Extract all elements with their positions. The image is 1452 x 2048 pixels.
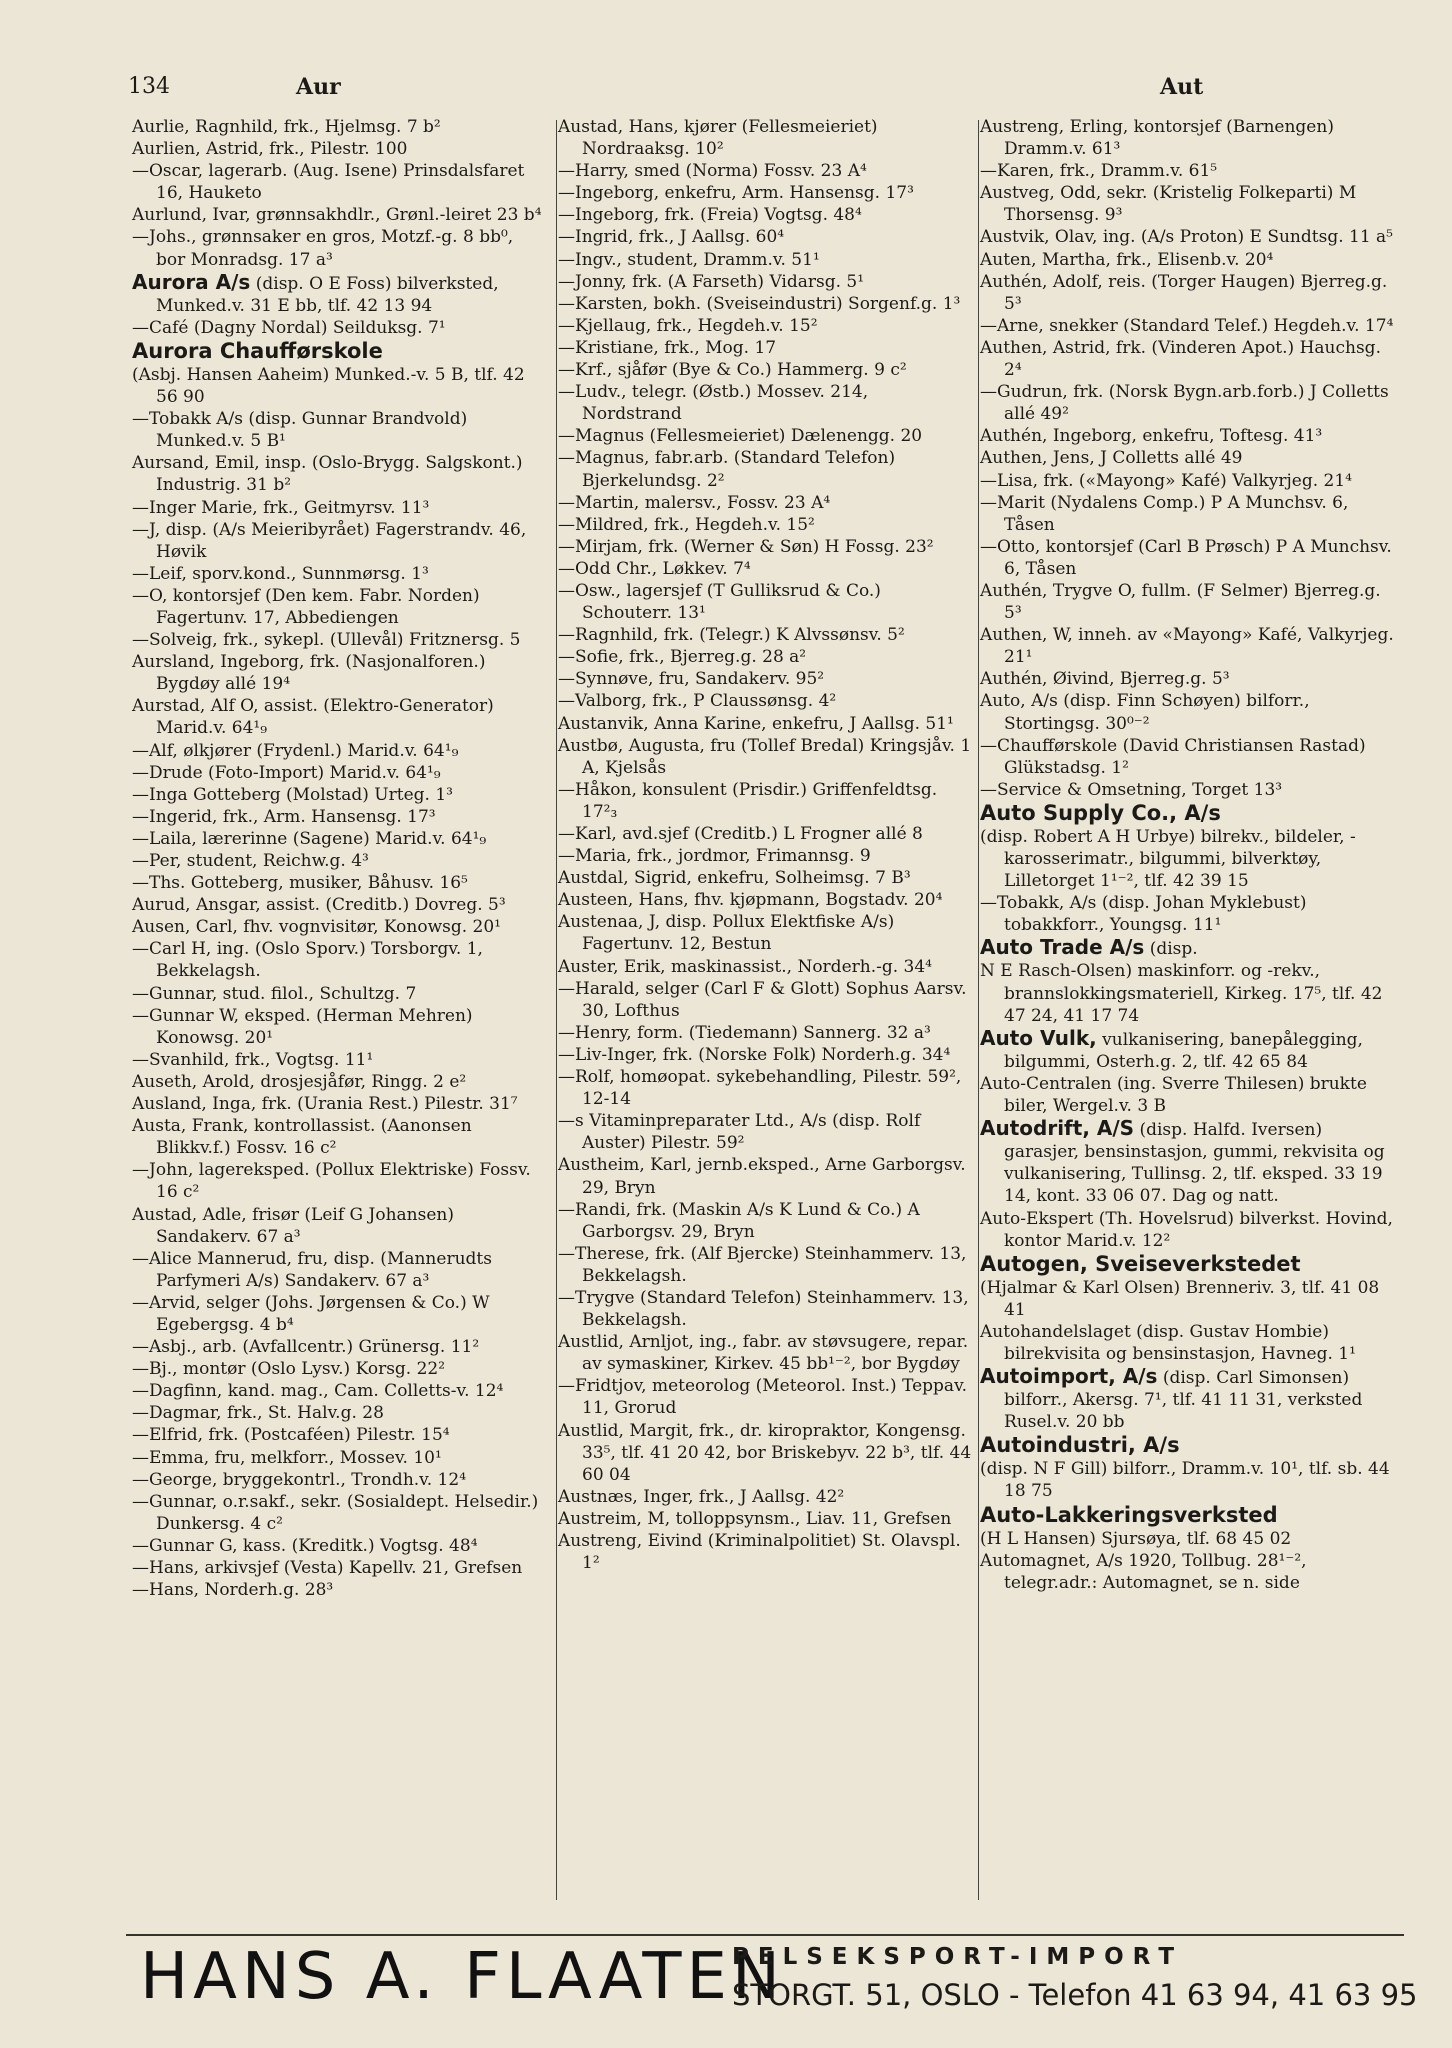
directory-entry: —Drude (Foto-Import) Marid.v. 64¹₉ [132,762,441,783]
directory-entry: (Hjalmar & Karl Olsen) Brenneriv. 3, tlf. 41 08 41 [980,1277,1380,1320]
directory-entry: Austlid, Margit, frk., dr. kiropraktor, Kongensg. 33⁵, tlf. 41 20 42, bor Briskebyv. 22 b³, tlf. 44 60 04 [558,1420,972,1485]
directory-entry: —Service & Omsetning, Torget 13³ [980,779,1283,800]
directory-entry: —Dagmar, frk., St. Halv.g. 28 [132,1403,384,1424]
directory-entry: —Kjellaug, frk., Hegdeh.v. 15² [558,315,818,336]
directory-entry: —John, lagereksped. (Pollux Elektriske) Fossv. 16 c² [132,1160,531,1203]
directory-entry: —Håkon, konsulent (Prisdir.) Griffenfeldtsg. 17²₃ [558,779,938,822]
directory-entry: —Chaufførskole (David Christiansen Rastad) Glükstadsg. 1² [980,735,1366,778]
entry-bold-name: Autodrift, A/S [980,1116,1135,1141]
directory-entry: Automagnet, A/s 1920, Tollbug. 28¹⁻², telegr.adr.: Automagnet, se n. side [980,1550,1307,1593]
directory-entry: Auto Trade A/s (disp. [980,935,1198,960]
directory-entry: —Gunnar G, kass. (Kreditk.) Vogtsg. 48⁴ [132,1535,478,1556]
header-left-word: Aur [296,74,341,100]
directory-entry: —Marit (Nydalens Comp.) P A Munchsv. 6, Tåsen [980,492,1349,535]
directory-entry: Aurlie, Ragnhild, frk., Hjelmsg. 7 b² [132,117,441,137]
directory-entry: Autoimport, A/s (disp. Carl Simonsen) bilforr., Akersg. 7¹, tlf. 41 11 31, verksted Rusel.v. 20 bb [980,1364,1363,1433]
directory-entry: —s Vitaminpreparater Ltd., A/s (disp. Rolf Auster) Pilestr. 59² [558,1111,921,1154]
directory-entry: —Synnøve, fru, Sandakerv. 95² [558,669,825,690]
directory-entry: Aurud, Ansgar, assist. (Creditb.) Dovreg. 5³ [132,895,506,916]
directory-entry: —Inger Marie, frk., Geitmyrsv. 11³ [132,497,430,518]
directory-entry: Austdal, Sigrid, enkefru, Solheimsg. 7 B³ [558,868,911,889]
directory-entry: Austreim, M, tolloppsynsm., Liav. 11, Grefsen [558,1508,952,1529]
directory-entry: Autohandelslaget (disp. Gustav Hombie) bilrekvisita og bensinstasjon, Havneg. 1¹ [980,1321,1356,1364]
directory-entry: —J, disp. (A/s Meieribyrået) Fagerstrandv. 46, Høvik [132,519,527,562]
directory-entry: —Trygve (Standard Telefon) Steinhammerv. 13, Bekkelagsh. [558,1287,969,1331]
entry-bold-name: Autoimport, A/s [980,1364,1158,1389]
directory-entry: —Bj., montør (Oslo Lysv.) Korsg. 22² [132,1359,446,1380]
directory-entry: Authen, W, inneh. av «Mayong» Kafé, Valkyrjeg. 21¹ [980,625,1394,668]
directory-entry: —Mildred, frk., Hegdeh.v. 15² [558,514,815,535]
directory-entry: Authén, Trygve O, fullm. (F Selmer) Bjerreg.g. 5³ [980,580,1381,624]
directory-entry: —Mirjam, frk. (Werner & Søn) H Fossg. 23² [558,536,934,557]
directory-entry: —Ludv., telegr. (Østb.) Mossev. 214, Nordstrand [558,382,869,425]
directory-entry: Auto Vulk, vulkanisering, banepålegging, bilgummi, Osterh.g. 2, tlf. 42 65 84 [980,1025,1363,1072]
directory-entry: Ausland, Inga, frk. (Urania Rest.) Pilestr. 31⁷ [132,1094,518,1115]
directory-entry: —Tobakk A/s (disp. Gunnar Brandvold) Munked.v. 5 B¹ [132,409,468,452]
directory-entry: —Arne, snekker (Standard Telef.) Hegdeh.v. 17⁴ [980,315,1394,336]
directory-entry: Auster, Erik, maskinassist., Norderh.-g. 34⁴ [558,956,932,977]
directory-entry: —Arvid, selger (Johs. Jørgensen & Co.) W Egebergsg. 4 b⁴ [132,1292,490,1335]
directory-entry: —Ths. Gotteberg, musiker, Båhusv. 16⁵ [132,873,468,894]
directory-entry: Aurora Chaufførskole [132,338,383,363]
directory-entry: Aursland, Ingeborg, frk. (Nasjonalforen.) Bygdøy allé 19⁴ [132,652,486,695]
directory-entry: —Valborg, frk., P Claussønsg. 4² [558,691,837,712]
directory-entry: —Therese, frk. (Alf Bjercke) Steinhammerv. 13, Bekkelagsh. [558,1243,967,1286]
directory-entry: —Hans, Norderh.g. 28³ [132,1580,334,1601]
directory-entry: —Ingeborg, enkefru, Arm. Hansensg. 17³ [558,183,914,204]
directory-entry: —Odd Chr., Løkkev. 7⁴ [558,558,751,579]
directory-entry: (disp. Robert A H Urbye) bilrekv., bildeler, -karosserimatr., bilgummi, bilverktøy, Lilletorget 1¹⁻², tlf. 42 39 15 [980,826,1356,892]
directory-entry: Authen, Jens, J Colletts allé 49 [980,448,1243,469]
directory-entry: —Martin, malersv., Fossv. 23 A⁴ [558,492,831,513]
directory-entry: Austlid, Arnljot, ing., fabr. av støvsugere, repar. av symaskiner, Kirkev. 45 bb¹⁻², bor Bygdøy [558,1332,969,1375]
advert-address: STORGT. 51, OSLO - Telefon 41 63 94, 41 63 95 [732,1978,1418,2012]
directory-entry: —Elfrid, frk. (Postcaféen) Pilestr. 15⁴ [132,1425,450,1446]
directory-entry: —Karen, frk., Dramm.v. 61⁵ [980,161,1218,182]
directory-entry: —Johs., grønnsaker en gros, Motzf.-g. 8 bb⁰, bor Monradsg. 17 a³ [132,227,514,270]
directory-entry: —Harald, selger (Carl F & Glott) Sophus Aarsv. 30, Lofthus [558,978,967,1021]
directory-entry: —Tobakk, A/s (disp. Johan Myklebust) tobakkforr., Youngsg. 11¹ [980,893,1307,936]
directory-entry: —Per, student, Reichw.g. 4³ [132,851,369,871]
directory-entry: —Ingv., student, Dramm.v. 51¹ [558,249,820,270]
directory-entry: Auto Supply Co., A/s [980,800,1221,825]
directory-entry: (disp. N F Gill) bilforr., Dramm.v. 10¹, tlf. sb. 44 18 75 [980,1459,1390,1502]
directory-entry: —Inga Gotteberg (Molstad) Urteg. 1³ [132,784,453,805]
directory-entry: —Sofie, frk., Bjerreg.g. 28 a² [558,647,807,668]
directory-entry: —Magnus (Fellesmeieriet) Dælenengg. 20 [558,426,923,447]
directory-entry: Authén, Adolf, reis. (Torger Haugen) Bjerreg.g. 5³ [980,271,1388,314]
directory-entry: —Harry, smed (Norma) Fossv. 23 A⁴ [558,161,867,182]
column-divider [556,120,557,1900]
directory-entry: —Svanhild, frk., Vogtsg. 11¹ [132,1049,374,1070]
directory-entry: Austnæs, Inger, frk., J Aallsg. 42² [558,1486,845,1507]
directory-entry: —Ingrid, frk., J Aallsg. 60⁴ [558,227,785,248]
directory-entry: —Hans, arkivsjef (Vesta) Kapellv. 21, Grefsen [132,1558,523,1578]
directory-entry: Autodrift, A/S (disp. Halfd. Iversen) garasjer, bensinstasjon, gummi, rekvisita og vulkanisering, Tullinsg. 2, tlf. eksped. 33 19 14, kont. 33 06 07. Dag og natt. [980,1116,1385,1207]
directory-entry: —Fridtjov, meteorolog (Meteorol. Inst.) Teppav. 11, Grorud [558,1376,968,1419]
column-divider [978,120,979,1900]
directory-entry: —Ingeborg, frk. (Freia) Vogtsg. 48⁴ [558,205,862,226]
directory-entry: Auto, A/s (disp. Finn Schøyen) bilforr., Stortingsg. 30⁰⁻² [980,691,1310,734]
directory-entry: —Maria, frk., jordmor, Frimannsg. 9 [558,846,871,867]
directory-entry: —Randi, frk. (Maskin A/s K Lund & Co.) A Garborgsv. 29, Bryn [558,1199,920,1242]
entry-bold-name: Aurora A/s [132,269,251,294]
directory-entry: —Emma, fru, melkforr., Mossev. 10¹ [132,1447,442,1468]
advert-tagline: PELSEKSPORT-IMPORT [732,1944,1184,1970]
advert-rule [126,1934,1404,1936]
directory-entry: —Osw., lagersjef (T Gulliksrud & Co.) Schouterr. 13¹ [558,580,881,624]
directory-entry: —Laila, lærerinne (Sagene) Marid.v. 64¹₉ [132,828,487,849]
directory-entry: Ausen, Carl, fhv. vognvisitør, Konowsg. 20¹ [132,917,501,938]
directory-entry: Austveg, Odd, sekr. (Kristelig Folkeparti) M Thorsensg. 9³ [980,183,1357,226]
directory-entry: —Kristiane, frk., Mog. 17 [558,337,777,358]
directory-entry: —Otto, kontorsjef (Carl B Prøsch) P A Munchsv. 6, Tåsen [980,536,1392,579]
directory-entry: —Ingerid, frk., Arm. Hansensg. 17³ [132,806,436,827]
directory-entry: Austad, Hans, kjører (Fellesmeieriet) Nordraaksg. 10² [558,117,878,160]
directory-entry: Austa, Frank, kontrollassist. (Aanonsen Blikkv.f.) Fossv. 16 c² [132,1116,472,1159]
directory-entry: Austreng, Eivind (Kriminalpolitiet) St. Olavspl. 1² [558,1531,961,1574]
directory-entry: Austeen, Hans, fhv. kjøpmann, Bogstadv. 20⁴ [558,890,943,911]
directory-entry: N E Rasch-Olsen) maskinforr. og -rekv., brannslokkingsmateriell, Kirkeg. 17⁵, tlf. 42 47 24, 41 17 74 [980,961,1383,1026]
column-2 [558,116,973,1574]
directory-entry: —Gunnar, o.r.sakf., sekr. (Sosialdept. Helsedir.) Dunkersg. 4 c² [132,1491,539,1534]
directory-entry: —Gunnar, stud. filol., Schultzg. 7 [132,983,417,1004]
directory-entry: —Karl, avd.sjef (Creditb.) L Frogner allé 8 [558,824,923,844]
directory-entry: Aurlund, Ivar, grønnsakhdlr., Grønl.-leiret 23 b⁴ [132,205,542,226]
directory-entry: Austenaa, J, disp. Pollux Elektfiske A/s) Fagertunv. 12, Bestun [558,912,895,955]
directory-entry: Austanvik, Anna Karine, enkefru, J Aallsg. 51¹ [558,713,954,734]
directory-entry: —Lisa, frk. («Mayong» Kafé) Valkyrjeg. 21⁴ [980,470,1352,491]
directory-entry: —Krf., sjåfør (Bye & Co.) Hammerg. 9 c² [558,360,907,381]
directory-entry: —Ragnhild, frk. (Telegr.) K Alvssønsv. 5² [558,625,905,646]
directory-entry: Austbø, Augusta, fru (Tollef Bredal) Kringsjåv. 1 A, Kjelsås [558,735,972,778]
directory-entry: Authén, Ingeborg, enkefru, Toftesg. 41³ [980,426,1323,447]
directory-entry: Aurora A/s (disp. O E Foss) bilverksted, Munked.v. 31 E bb, tlf. 42 13 94 [132,269,499,316]
directory-entry: Auseth, Arold, drosjesjåfør, Ringg. 2 e² [132,1071,467,1092]
directory-entry: Autogen, Sveiseverkstedet [980,1251,1301,1276]
directory-entry: —Leif, sporv.kond., Sunnmørsg. 1³ [132,563,429,584]
directory-entry: Austheim, Karl, jernb.eksped., Arne Garborgsv. 29, Bryn [558,1155,966,1198]
directory-entry: —O, kontorsjef (Den kem. Fabr. Norden) Fagertunv. 17, Abbediengen [132,585,480,628]
directory-entry: —Jonny, frk. (A Farseth) Vidarsg. 5¹ [558,271,865,292]
entry-bold-name: Auto Trade A/s [980,935,1145,960]
column-1 [132,116,547,1601]
directory-entry: —Gunnar W, eksped. (Herman Mehren) Konowsg. 20¹ [132,1005,473,1048]
directory-entry: —Café (Dagny Nordal) Seilduksg. 7¹ [132,317,446,338]
directory-entry: —Henry, form. (Tiedemann) Sannerg. 32 a³ [558,1022,931,1043]
directory-entry: —Dagfinn, kand. mag., Cam. Colletts-v. 12⁴ [132,1381,504,1402]
directory-entry: Auto-Lakkeringsverksted [980,1502,1278,1527]
entry-bold-name: Auto Vulk, [980,1025,1097,1050]
page-number: 134 [128,74,170,99]
directory-entry: —Carl H, ing. (Oslo Sporv.) Torsborgv. 1, Bekkelagsh. [132,939,483,982]
directory-entry: Auto-Centralen (ing. Sverre Thilesen) brukte biler, Wergel.v. 3 B [980,1073,1367,1117]
header-right-word: Aut [1160,74,1204,100]
directory-entry: Austreng, Erling, kontorsjef (Barnengen) Dramm.v. 61³ [980,117,1334,160]
column-3 [980,116,1395,1594]
directory-entry: —Karsten, bokh. (Sveiseindustri) Sorgenf.g. 1³ [558,293,961,314]
directory-entry: —Alf, ølkjører (Frydenl.) Marid.v. 64¹₉ [132,740,459,761]
directory-entry: —Liv-Inger, frk. (Norske Folk) Norderh.g. 34⁴ [558,1044,951,1065]
directory-entry: Aurstad, Alf O, assist. (Elektro-Generator) Marid.v. 64¹₉ [132,696,494,739]
directory-entry: Austvik, Olav, ing. (A/s Proton) E Sundtsg. 11 a⁵ [980,227,1393,248]
directory-entry: —Magnus, fabr.arb. (Standard Telefon) Bjerkelundsg. 2² [558,448,896,491]
directory-entry: —Rolf, homøopat. sykebehandling, Pilestr. 59², 12-14 [558,1067,962,1110]
directory-entry: (Asbj. Hansen Aaheim) Munked.-v. 5 B, tlf. 42 56 90 [132,364,525,408]
directory-entry: —Alice Mannerud, fru, disp. (Mannerudts Parfymeri A/s) Sandakerv. 67 a³ [132,1248,492,1291]
directory-entry: Auten, Martha, frk., Elisenb.v. 20⁴ [980,249,1274,270]
advert-name: HANS A. FLAATEN [140,1940,785,2014]
directory-entry: (H L Hansen) Sjursøya, tlf. 68 45 02 [980,1528,1292,1549]
directory-entry: —Asbj., arb. (Avfallcentr.) Grünersg. 11² [132,1337,480,1358]
directory-entry: —Solveig, frk., sykepl. (Ullevål) Fritznersg. 5 [132,630,521,651]
directory-entry: Aurlien, Astrid, frk., Pilestr. 100 [132,139,408,160]
directory-entry: Authén, Øivind, Bjerreg.g. 5³ [980,669,1230,690]
directory-entry: —Gudrun, frk. (Norsk Bygn.arb.forb.) J Colletts allé 49² [980,382,1389,425]
directory-entry: Austad, Adle, frisør (Leif G Johansen) Sandakerv. 67 a³ [132,1204,454,1247]
directory-entry: Autoindustri, A/s [980,1433,1180,1458]
directory-entry: —George, bryggekontrl., Trondh.v. 12⁴ [132,1469,467,1490]
directory-entry: Aursand, Emil, insp. (Oslo-Brygg. Salgskont.) Industrig. 31 b² [132,453,523,496]
directory-entry: Auto-Ekspert (Th. Hovelsrud) bilverkst. Hovind, kontor Marid.v. 12² [980,1208,1393,1251]
directory-entry: Authen, Astrid, frk. (Vinderen Apot.) Hauchsg. 2⁴ [980,337,1381,381]
directory-entry: —Oscar, lagerarb. (Aug. Isene) Prinsdalsfaret 16, Hauketo [132,161,525,204]
